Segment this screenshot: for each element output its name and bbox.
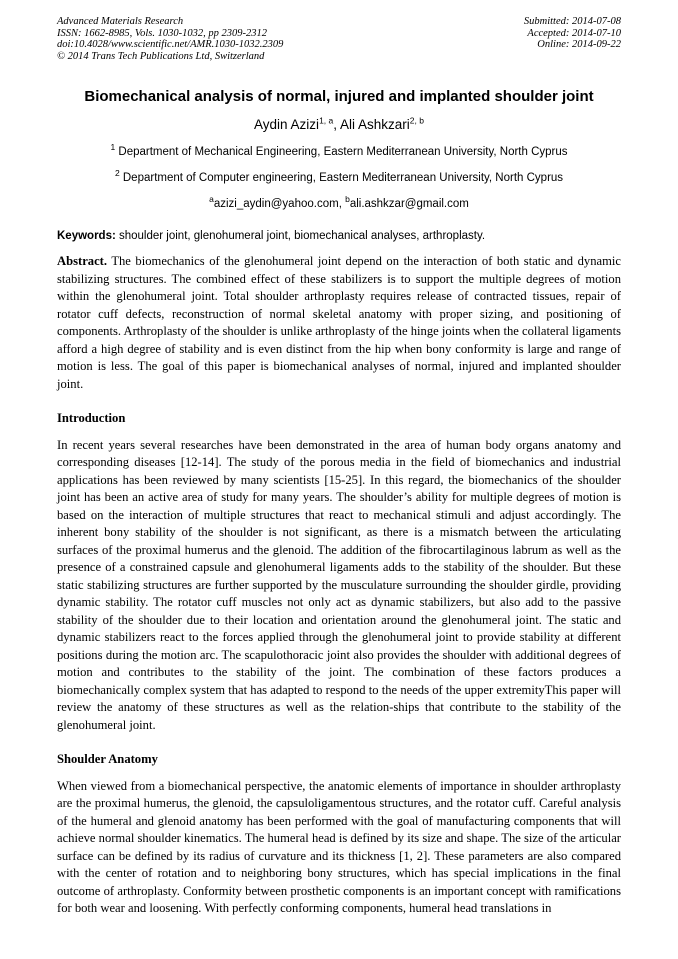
affiliation-1-text: Department of Mechanical Engineering, Eastern Mediterranean University, North Cyprus	[115, 146, 568, 159]
keywords-label: Keywords:	[57, 230, 116, 243]
author-line	[57, 117, 621, 132]
copyright-line: © 2014 Trans Tech Publications Ltd, Switzerland	[57, 50, 265, 62]
journal-header-left	[57, 16, 283, 62]
abstract-text: The biomechanics of the glenohumeral joint depend on the interaction of both static and dynamic stabilizing structures. The combined effect of these stabilizers is to support the multiple degrees of motion within the glenohumeral joint. Total shoulder arthroplasty requires release of contracted tissues, repair of rotator cuff defects, reconstruction of normal skeletal anatomy with proper sizing, and positioning of components. Arthroplasty of the shoulder is unlike arthroplasty of the hinge joints when the collateral ligaments afford a high degree of stability and is even distinct from the hip when bony conformity is large and range of motion is less. The goal of this paper is biomechanical analyses of normal, injured and implanted shoulder joint.	[57, 254, 621, 391]
author-1-name: Aydin Azizi	[254, 117, 320, 133]
author-separator: ,	[333, 117, 341, 133]
issn-volume-line: ISSN: 1662-8985, Vols. 1030-1032, pp 2309-2312	[57, 27, 267, 39]
section-body-introduction: In recent years several researches have been demonstrated in the area of human body organs anatomy and corresponding diseases [12-14]. The study of the porous media in the field of biomechanics and industrial applications has been reviewed by many scientists [15-25]. In this regard, the biomechanics of the shoulder joint has been an active area of study for many years. The shoulder’s ability for multiple degrees of motion is based on the interaction of multiple structures that react to mechanical stimuli and adjust accordingly. The inherent bony stability of the shoulder is not significant, as there is a mismatch between the articulating surfaces of the proximal humerus and the glenoid. The addition of the fibrocartilaginous labrum as well as the presence of a constrained capsule and glenohumeral ligaments adds to the stability of the shoulder. But these static stabilizing structures are further supported by the musculature surrounding the shoulder girdle, providing dynamic stability. The rotator cuff muscles not only act as dynamic stabilizers, but also add to the passive stability of the shoulder due to their location and orientation around the glenohumeral joint. The static and dynamic stabilizers react to the forces applied through the glenohumeral joint to provide stability at different positions during the motion arc. The scapulothoracic joint also provides the shoulder with additional degrees of motion and contributes to the stability of the joint. The combination of these factors produces a biomechanically complex system that has adapted to respond to the needs of the upper extremityThis paper will review the anatomy of these structures as well as the relation-ships that contribute to the stability of the glenohumeral joint.	[57, 437, 621, 732]
paper-title: Biomechanical analysis of normal, injured and implanted shoulder joint	[84, 88, 594, 106]
keywords-text: shoulder joint, glenohumeral joint, biomechanical analyses, arthroplasty.	[115, 230, 486, 243]
journal-name: Advanced Materials Research	[57, 16, 184, 27]
affiliation-2-superscript: 2	[114, 168, 120, 179]
abstract-paragraph	[57, 253, 621, 393]
accepted-date: Accepted: 2014-07-10	[527, 27, 621, 39]
section-heading-introduction: Introduction	[57, 411, 126, 426]
section-body-shoulder-anatomy: When viewed from a biomechanical perspective, the anatomic elements of importance in shoulder arthroplasty are the proximal humerus, the glenoid, the capsuloligamentous structures, and the rotator cuff. Careful analysis of the humeral and glenoid anatomy has been performed with the goal of manufacturing components that will achieve normal shoulder kinematics. The humeral head is defined by its size and shape. The size of the articular surface can be defined by its radius of curvature and its thickness [1, 2]. These parameters are also compared with the center of rotation and to neighboring bony structures, which has special implications in the final outcome of arthroplasty. Conformity between prosthetic components is an important concept with ramifications for both wear and loosening. With perfectly conforming components, humeral head translations in	[57, 778, 621, 916]
abstract-label: Abstract.	[57, 254, 108, 269]
author-2-name: Ali Ashkzari	[340, 117, 410, 133]
email-1-superscript: a	[209, 194, 214, 205]
email-1-address: azizi_aydin@yahoo.com	[213, 198, 339, 211]
journal-header-right	[524, 16, 621, 62]
author-1-superscript: 1, a	[319, 115, 334, 126]
affiliation-1-superscript: 1	[110, 142, 116, 153]
submitted-date: Submitted: 2014-07-08	[523, 16, 621, 27]
email-2-superscript: b	[345, 194, 350, 205]
doi-line: doi:10.4028/www.scientific.net/AMR.1030-1032.2309	[57, 39, 284, 51]
keywords-line	[57, 229, 621, 244]
author-2-superscript: 2, b	[409, 115, 424, 126]
affiliation-2	[57, 168, 621, 185]
section-heading-shoulder-anatomy: Shoulder Anatomy	[57, 752, 158, 767]
email-separator: ,	[338, 198, 346, 211]
email-2-address: ali.ashkzar@gmail.com	[349, 198, 469, 211]
online-date: Online: 2014-09-22	[537, 39, 621, 51]
affiliation-1	[57, 142, 621, 159]
affiliation-2-text: Department of Computer engineering, Eastern Mediterranean University, North Cyprus	[119, 172, 564, 185]
email-line	[57, 194, 621, 211]
journal-header	[57, 16, 621, 62]
